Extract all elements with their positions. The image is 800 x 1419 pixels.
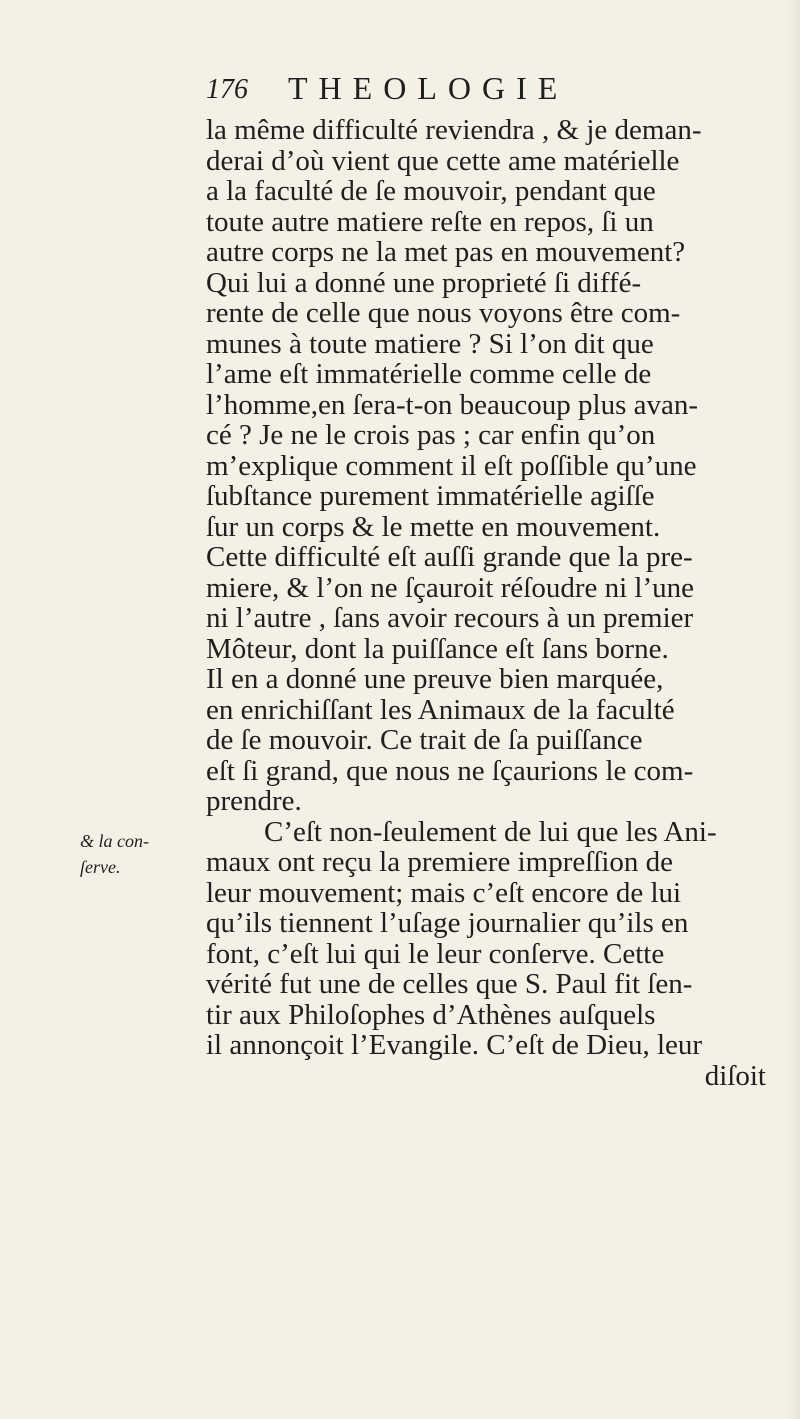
text-line: rente de celle que nous voyons être com-: [206, 297, 681, 329]
catchword: diſoit: [704, 1059, 766, 1092]
text-line: maux ont reçu la premiere impreſſion de: [206, 846, 674, 878]
text-line: m’explique comment il eſt poſſible qu’une: [206, 449, 697, 482]
text-line: en enrichiſſant les Animaux de la faculté: [206, 693, 675, 726]
text-line: l’ame eſt immatérielle comme celle de: [206, 358, 652, 390]
text-line: il annonçoit l’Evangile. C’eſt de Dieu, leur: [206, 1029, 703, 1061]
margin-note-line-1: & la con-: [80, 831, 149, 851]
text-line: munes à toute matiere ? Si l’on dit que: [206, 327, 654, 360]
page-number: 176: [206, 74, 248, 105]
text-line: Qui lui a donné une proprieté ſi diffé-: [206, 266, 642, 299]
text-line: eſt ſi grand, que nous ne ſçaurions le com-: [206, 754, 694, 787]
text-line: qu’ils tiennent l’uſage journalier qu’ils en: [206, 907, 689, 939]
margin-note: [80, 828, 190, 880]
text-line: C’eſt non-ſeulement de lui que les Ani-: [264, 815, 717, 848]
body-text: [206, 115, 766, 1091]
page-edge-shadow: [786, 0, 800, 1419]
text-line: de ſe mouvoir. Ce trait de ſa puiſſance: [206, 724, 643, 756]
running-title: THEOLOGIE: [288, 70, 569, 106]
text-line: tir aux Philoſophes d’Athènes auſquels: [206, 998, 656, 1031]
text-line: ſubſtance purement immatérielle agiſſe: [206, 480, 655, 512]
text-line: leur mouvement; mais c’eſt encore de lui: [206, 876, 682, 909]
text-line: cé ? Je ne le crois pas ; car enfin qu’on: [206, 419, 656, 451]
text-line: Cette difficulté eſt auſſi grande que la pre-: [206, 541, 693, 573]
text-line: font, c’eſt lui qui le leur conſerve. Cette: [206, 937, 665, 970]
text-line: a la faculté de ſe mouvoir, pendant que: [206, 175, 656, 207]
text-line: l’homme,en ſera-t-on beaucoup plus avan-: [206, 388, 699, 421]
text-line: ni l’autre , ſans avoir recours à un premier: [206, 602, 694, 634]
text-line: autre corps ne la met pas en mouvement?: [206, 236, 686, 268]
text-line: Il en a donné une preuve bien marquée,: [206, 663, 664, 695]
text-line: miere, & l’on ne ſçauroit réſoudre ni l’une: [206, 571, 694, 604]
margin-note-line-2: ſerve.: [80, 857, 121, 877]
text-line: toute autre matiere reſte en repos, ſi un: [206, 205, 654, 238]
text-line: vérité fut une de celles que S. Paul fit ſen-: [206, 968, 693, 1000]
text-line: prendre.: [206, 785, 302, 817]
text-line: Môteur, dont la puiſſance eſt ſans borne.: [206, 632, 669, 665]
text-line: derai d’où vient que cette ame matérielle: [206, 144, 680, 177]
text-line: ſur un corps & le mette en mouvement.: [206, 510, 661, 543]
text-line: la même difficulté reviendra , & je deman-: [206, 114, 702, 146]
